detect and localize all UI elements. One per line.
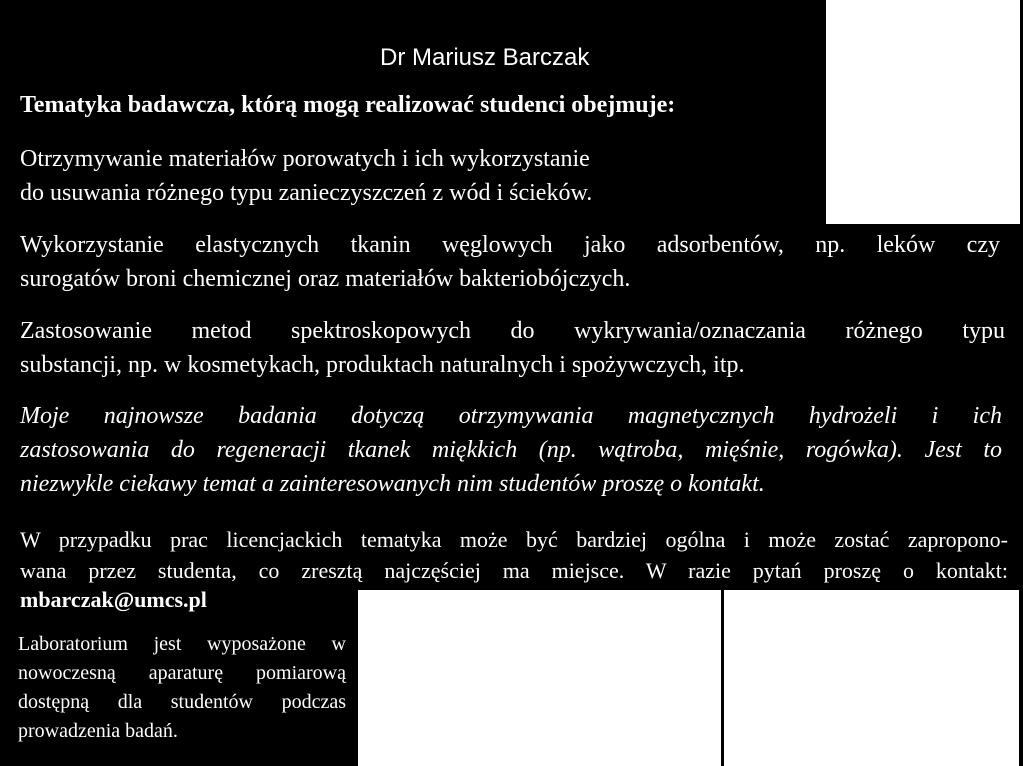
text-line: Laboratorium jest wyposażone w xyxy=(18,633,346,655)
text-line: do usuwania różnego typu zanieczyszczeń z wód i ścieków. xyxy=(20,180,593,206)
paragraph-latest-research xyxy=(20,399,1002,501)
research-heading: Tematyka badawcza, którą mogą realizować studenci obejmuje: xyxy=(20,92,676,118)
paragraph-porous-materials xyxy=(20,142,820,210)
text-line: zastosowania do regeneracji tkanek miękkich (np. wątroba, mięśnie, rogówka). Jest to xyxy=(20,437,1002,463)
text-line: nowoczesną aparaturę pomiarową xyxy=(18,662,346,684)
text-line: substancji, np. w kosmetykach, produktach naturalnych i spożywczych, itp. xyxy=(20,352,745,378)
paragraph-bachelor-theses xyxy=(20,524,1008,586)
paragraph-carbon-fabrics xyxy=(20,228,1000,296)
text-line: Otrzymywanie materiałów porowatych i ich wykorzystanie xyxy=(20,146,590,172)
text-line: Moje najnowsze badania dotyczą otrzymywania magnetycznych hydrożeli i ich xyxy=(20,403,1002,429)
text-line: wana przez studenta, co zresztą najczęściej ma miejsce. W razie pytań proszę o kontakt: xyxy=(20,558,1008,583)
contact-email[interactable]: mbarczak@umcs.pl xyxy=(20,587,207,612)
text-line: prowadzenia badań. xyxy=(18,720,178,742)
author-name: Dr Mariusz Barczak xyxy=(380,44,590,71)
text-line: dostępną dla studentów podczas xyxy=(18,691,346,713)
text-line: niezwykle ciekawy temat a zainteresowanych nim studentów proszę o kontakt. xyxy=(20,471,765,497)
portrait-photo xyxy=(826,0,1020,224)
lab-photo-right xyxy=(724,590,1019,766)
paragraph-spectroscopy xyxy=(20,314,1005,382)
paragraph-laboratory xyxy=(18,630,346,746)
text-line: Wykorzystanie elastycznych tkanin węglowych jako adsorbentów, np. leków czy xyxy=(20,232,1000,258)
lab-photo-left xyxy=(358,590,721,766)
text-line: Zastosowanie metod spektroskopowych do wykrywania/oznaczania różnego typu xyxy=(20,318,1005,344)
text-line: surogatów broni chemicznej oraz materiałów bakteriobójczych. xyxy=(20,266,631,292)
text-line: W przypadku prac licencjackich tematyka może być bardziej ogólna i może zostać zapropono- xyxy=(20,527,1008,552)
